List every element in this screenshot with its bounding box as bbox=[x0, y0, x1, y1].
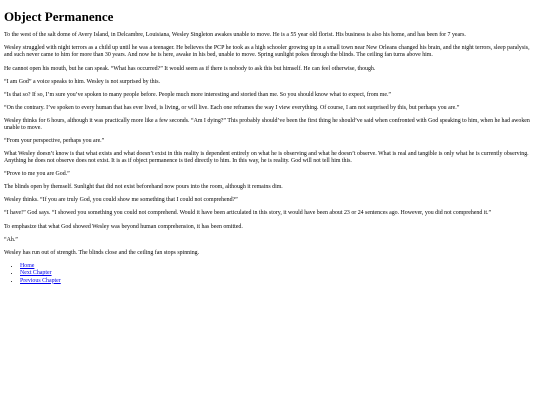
story-paragraph: “On the contrary. I’ve spoken to every human that has ever lived, is living, or will live. Each one reframes the way I view everything. Of course, I am not surprised by this, but perhaps you are.” bbox=[4, 104, 460, 111]
story-paragraph: Wesley thinks for 6 hours, although it was practically more like a few seconds. “Am I dying?” This probably should’ve been the first thing he should’ve said when confronted with God speaking to him, when he had awoken unable to move. bbox=[4, 117, 530, 131]
story-paragraph: “Prove to me you are God.” bbox=[4, 171, 70, 178]
nav-item-home bbox=[20, 263, 536, 270]
story-paragraph: Wesley struggled with night terrors as a child up until he was a teenager. He believes the PCP he took as a high schooler growing up in a small town near New Orleans changed his brain, and the night terrors, sleep paralysis, and such never came to him for more than 30 years. And now he is here, awake in his bed, unable to move. Spring sunlight pokes through the blinds. The ceiling fan turns above him. bbox=[4, 45, 530, 59]
story-paragraph: “Is that so? If so, I’m sure you’ve spoken to many people before. People much more interesting and storied than me. So you should know what to expect, from me.” bbox=[4, 91, 392, 98]
story-paragraph: To the west of the salt dome of Avery Island, in Delcambre, Louisiana, Wesley Singleton awakes unable to move. He is a 55 year old florist. His business is also his home, and has been for 7 years. bbox=[4, 32, 466, 39]
story-paragraph: To emphasize that what God showed Wesley was beyond human comprehension, it has been omitted. bbox=[4, 223, 243, 230]
nav-item-previous bbox=[20, 278, 536, 285]
home-link[interactable]: Home bbox=[20, 262, 35, 269]
story-paragraph: “I have!” God says. “I showed you something you could not comprehend. Would it have been articulated in this story, it would have been about 23 or 24 sentences ago. However, you did not comprehend it.” bbox=[4, 210, 492, 217]
story-paragraph: “From your perspective, perhaps you are.” bbox=[4, 138, 105, 144]
story-paragraph: The blinds open by themself. Sunlight that did not exist beforehand now pours into the room, although it remains dim. bbox=[4, 184, 283, 191]
story-paragraph: “Ah.” bbox=[4, 236, 18, 243]
chapter-nav bbox=[4, 263, 536, 285]
nav-item-next bbox=[20, 270, 536, 277]
story-paragraph: “I am God” a voice speaks to him. Wesley is not surprised by this. bbox=[4, 78, 160, 85]
story-paragraph: Wesley has run out of strength. The blinds close and the ceiling fan stops spinning. bbox=[4, 249, 200, 256]
story-paragraph: He cannot open his mouth, but he can speak. “What has occurred?” It would seem as if there is nobody to ask this but himself. He can feel otherwise, though. bbox=[4, 65, 376, 72]
story-paragraph: Wesley thinks. “If you are truly God, you could show me something that I could not comprehend?” bbox=[4, 197, 238, 204]
previous-chapter-link[interactable]: Previous Chapter bbox=[20, 277, 61, 284]
page-title: Object Permanence bbox=[4, 9, 114, 24]
next-chapter-link[interactable]: Next Chapter bbox=[20, 270, 52, 277]
story-paragraph: What Wesley doesn’t know is that what exists and what doesn’t exist in this reality is dependent entirely on what he is observing and what he doesn’t observe. What is real and tangible is only what he is currently observing. Anything he does not observe does not exist. It is as if object permanence is tied directly to him. In this way, he is reality. God will not tell him this. bbox=[4, 151, 529, 165]
